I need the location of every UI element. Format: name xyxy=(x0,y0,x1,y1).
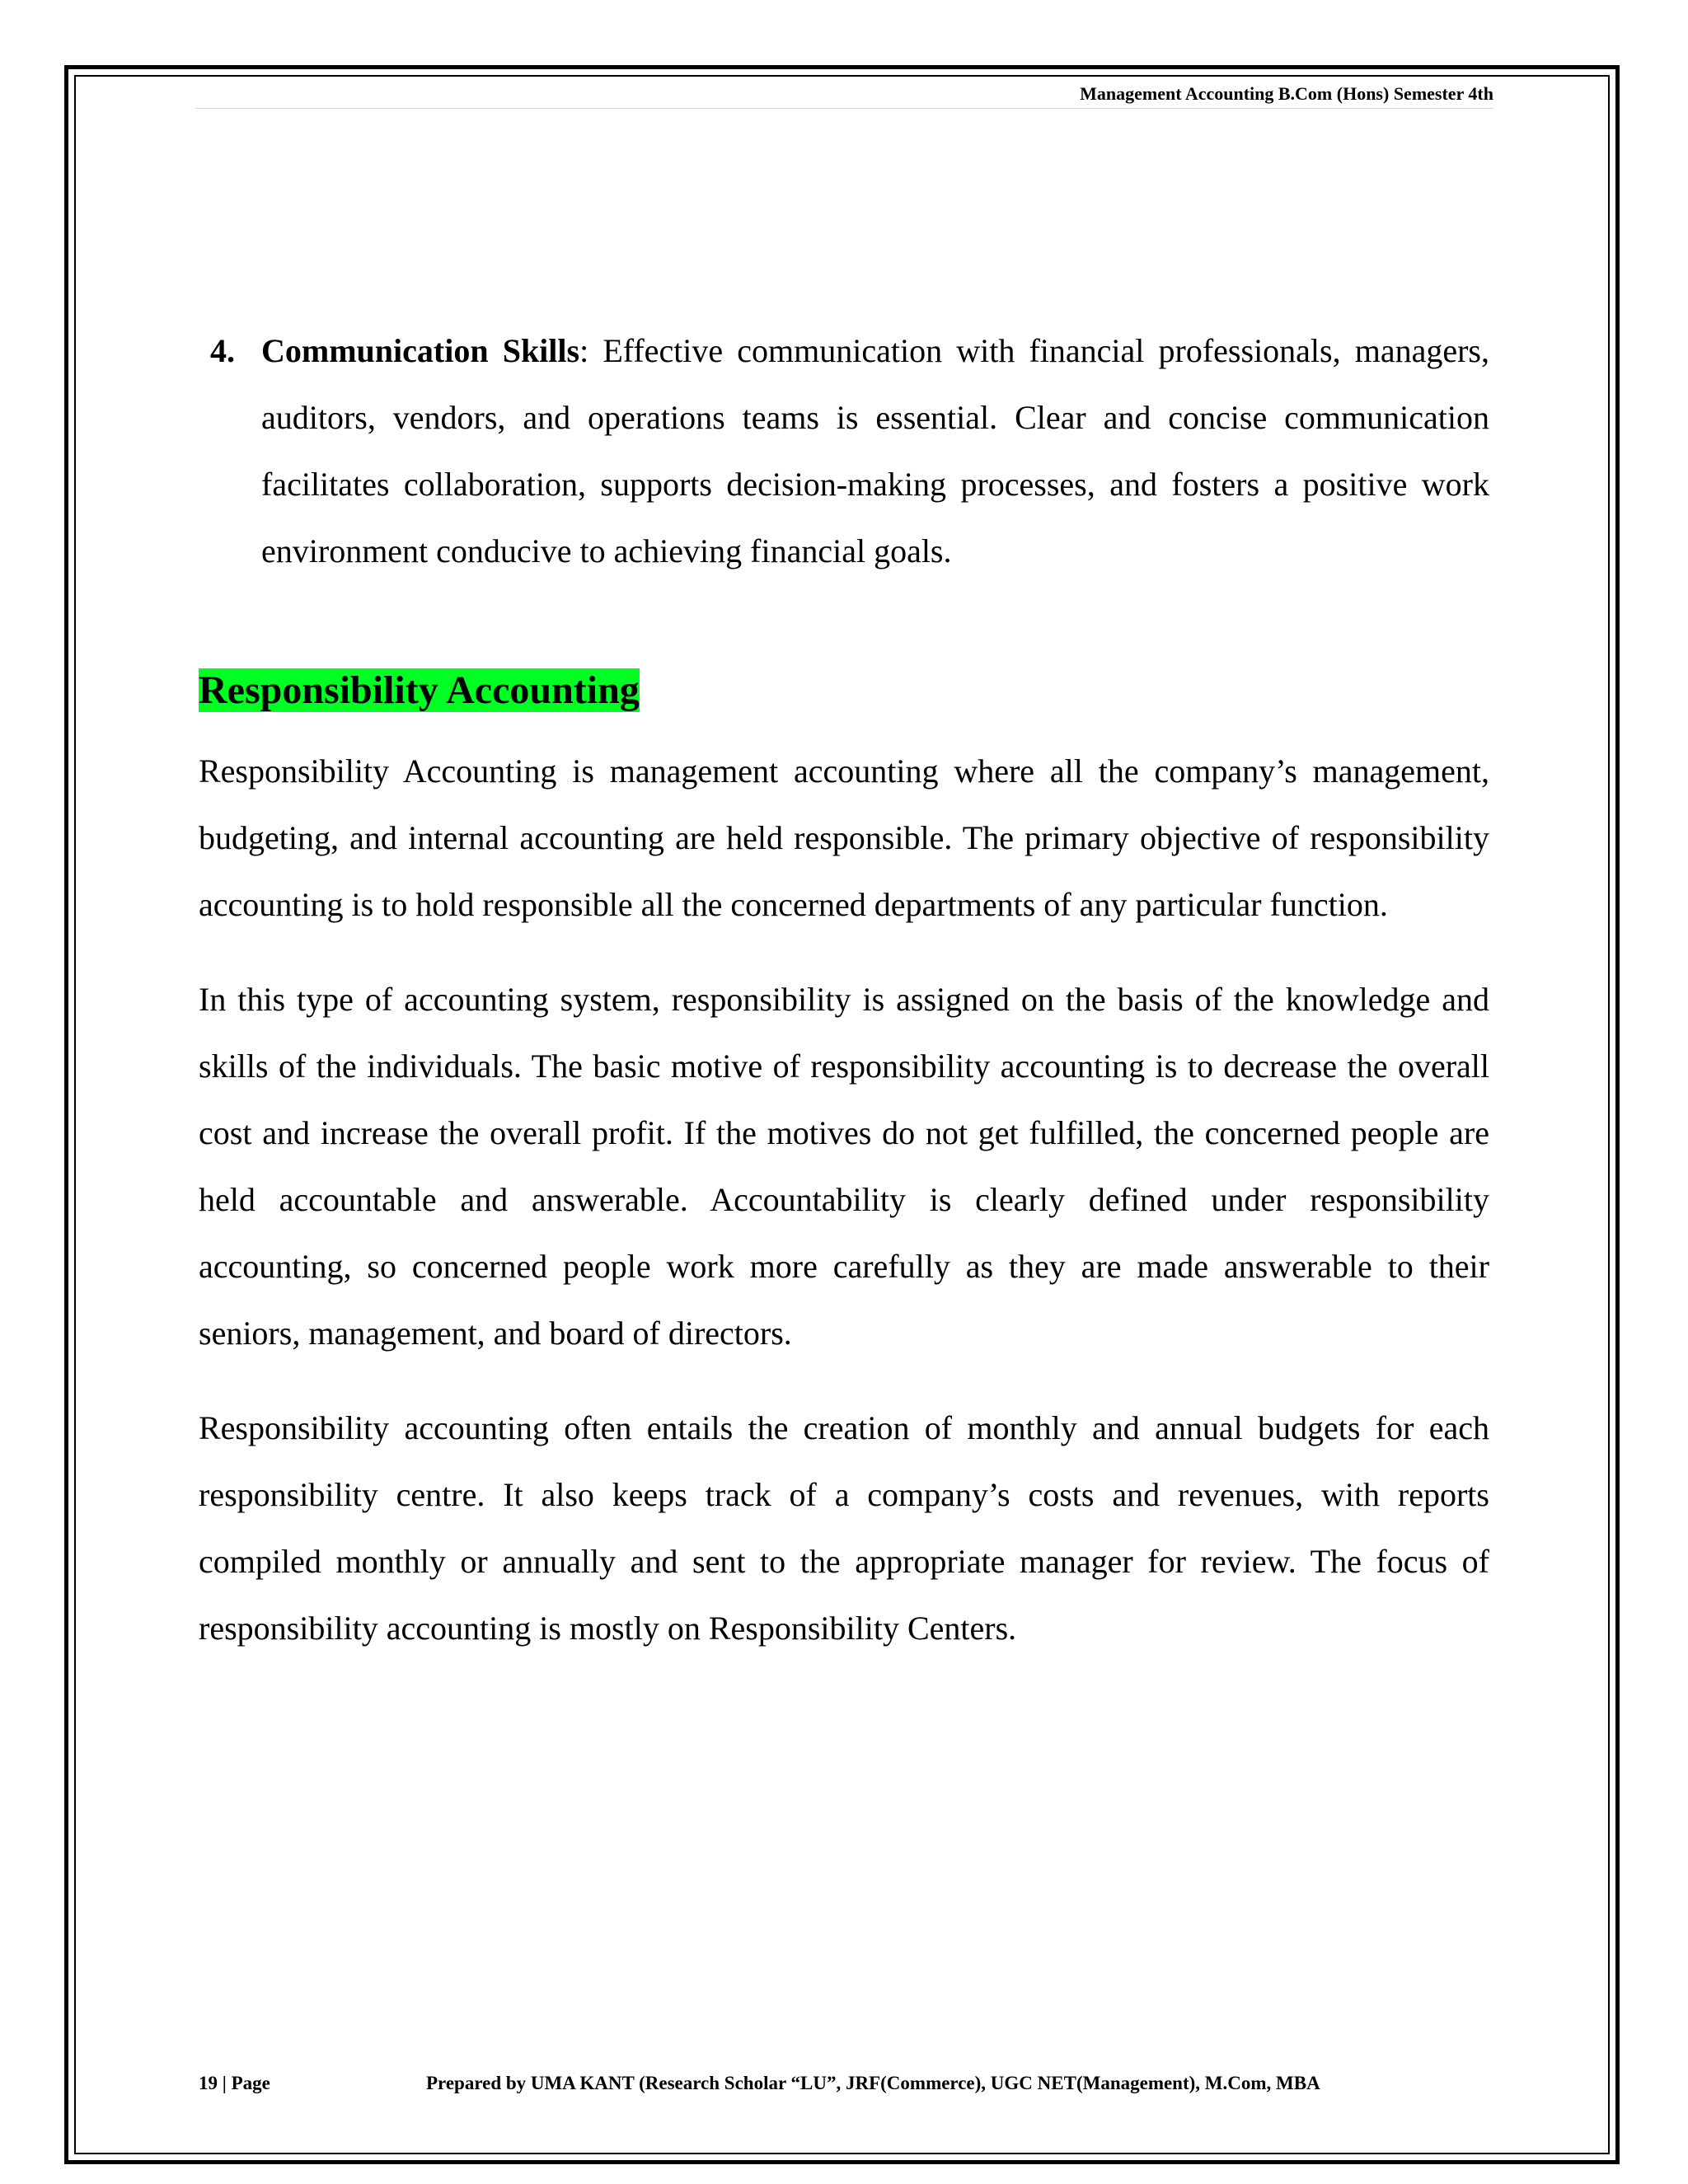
author-credit: Prepared by UMA KANT (Research Scholar “LU”, JRF(Commerce), UGC NET(Management), M.Com, MBA xyxy=(426,2073,1320,2093)
page-content xyxy=(199,317,1489,1690)
section-heading-highlight: Responsibility Accounting xyxy=(199,668,640,712)
paragraph-3: Responsibility accounting often entails the creation of monthly and annual budgets for each responsibility centre. It also keeps track of a company’s costs and revenues, with reports compiled monthly or annually and sent to the appropriate manager for review. The focus of responsibility accounting is mostly on Responsibility Centers. xyxy=(199,1409,1489,1647)
running-header: Management Accounting B.Com (Hons) Semester 4th xyxy=(195,81,1493,109)
paragraph-2: In this type of accounting system, responsibility is assigned on the basis of the knowledge and skills of the individuals. The basic motive of responsibility accounting is to decrease the overall cost and increase the overall profit. If the motives do not get fulfilled, the concerned people are held accountable and answerable. Accountability is clearly defined under responsibility accounting, so concerned people work more carefully as they are made answerable to their seniors, management, and board of directors. xyxy=(199,981,1489,1352)
paragraph-1: Responsibility Accounting is management accounting where all the company’s management, budgeting, and internal accounting are held responsible. The primary objective of responsibility accounting is to hold responsible all the concerned departments of any particular function. xyxy=(199,752,1489,923)
list-item-number: 4. xyxy=(210,332,235,369)
list-item-term: Communication Skills xyxy=(261,332,580,369)
section-heading xyxy=(199,660,1489,721)
list-item-text: : Effective communication with financial professionals, managers, auditors, vendors, and operations teams is essential. Clear and concise communication facilitates collaboration, supports decision-making processes, and fosters a positive work environment conducive to achieving financial goals. xyxy=(261,332,1489,569)
page-number: 19 | Page xyxy=(199,2073,270,2093)
numbered-list xyxy=(199,317,1489,584)
list-item xyxy=(199,317,1489,584)
